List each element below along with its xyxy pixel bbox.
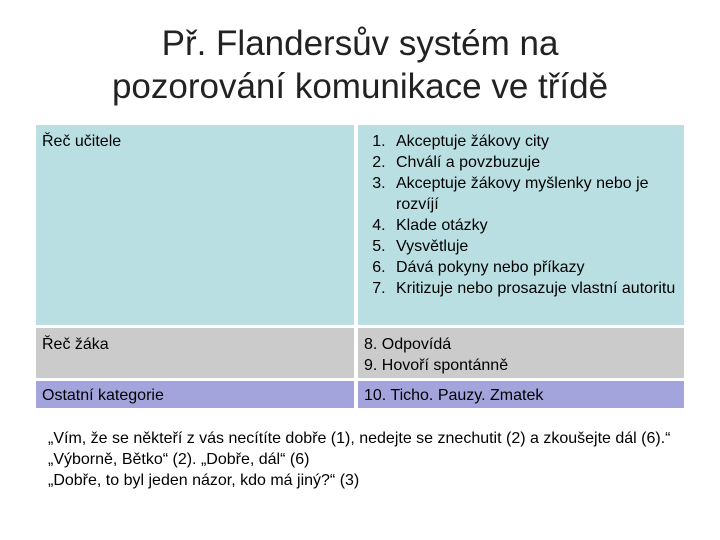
quote-line-2: „Výborně, Bětko“ (2). „Dobře, dál“ (6)	[48, 451, 310, 468]
list-item: 5. Vysvětluje	[390, 236, 678, 257]
quote-line-3: „Dobře, to byl jeden názor, kdo má jiný?“ (3)	[48, 472, 360, 489]
quote-line-1: „Vím, že se někteří z vás necítíte dobře (1), nedejte se znechutit (2) a zkoušejte dál (6).“	[48, 430, 671, 447]
list-item: 3. Akceptuje žákovy myšlenky nebo je rozvíjí	[390, 173, 678, 215]
list-item: 2. Chválí a povzbuzuje	[390, 152, 678, 173]
slide-title-line-2: pozorování komunikace ve třídě	[111, 67, 609, 106]
table-row-teacher-talk	[36, 125, 684, 325]
teacher-talk-list	[364, 131, 678, 299]
example-quotes	[48, 428, 688, 491]
category-cell-other: Ostatní kategorie	[36, 381, 354, 408]
items-cell-student-talk	[358, 328, 684, 378]
items-cell-teacher-talk	[358, 125, 684, 325]
slide-title-line-1: Př. Flandersův systém na	[161, 24, 559, 63]
list-item: 9. Hovoří spontánně	[364, 357, 509, 374]
table-row-other-categories	[36, 381, 684, 408]
flanders-category-table	[36, 125, 684, 408]
list-item: 8. Odpovídá	[364, 336, 452, 353]
items-cell-other	[358, 381, 684, 408]
list-item: 10. Ticho. Pauzy. Zmatek	[364, 387, 544, 404]
slide-title	[20, 22, 700, 108]
list-item: 6. Dává pokyny nebo příkazy	[390, 257, 678, 278]
category-cell-teacher-talk: Řeč učitele	[36, 125, 354, 325]
list-item: 4. Klade otázky	[390, 215, 678, 236]
list-item: 1. Akceptuje žákovy city	[390, 131, 678, 152]
list-item: 7. Kritizuje nebo prosazuje vlastní autoritu	[390, 278, 678, 299]
category-cell-student-talk: Řeč žáka	[36, 328, 354, 378]
table-row-student-talk	[36, 328, 684, 378]
